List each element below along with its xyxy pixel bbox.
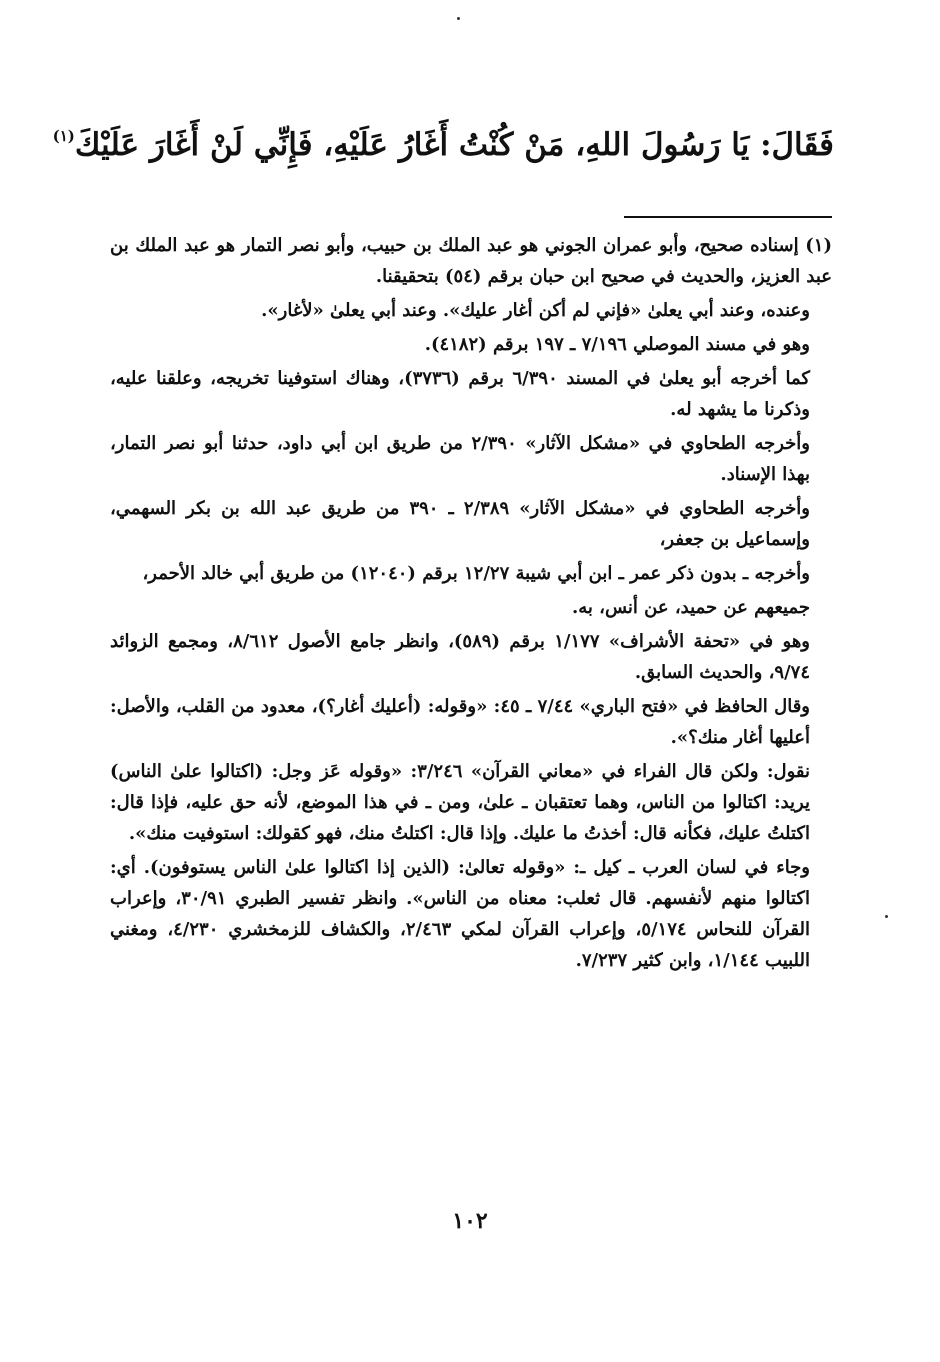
footnote-paragraph: وهو في «تحفة الأشراف» ١/١٧٧ برقم (٥٨٩)، وانظر جامع الأصول ٨/٦١٢، ومجمع الزوائد ٩/٧٤، والحديث السابق. xyxy=(110,631,810,683)
footnote-paragraph: (١) إسناده صحيح، وأبو عمران الجوني هو عبد الملك بن حبيب، وأبو نصر التمار هو عبد الملك بن عبد العزيز، والحديث في صحيح ابن حبان برقم (٥٤) بتحقيقنا. xyxy=(110,235,832,287)
footnote-paragraph: وهو في مسند الموصلي ٧/١٩٦ ـ ١٩٧ برقم (٤١٨٢). xyxy=(424,334,810,355)
scan-speck xyxy=(457,17,460,20)
footnote-paragraph: وأخرجه الطحاوي في «مشكل الآثار» ٢/٣٩٠ من طريق ابن أبي داود، حدثنا أبو نصر التمار، بهذا الإسناد. xyxy=(110,433,810,485)
page-number: ١٠٢ xyxy=(452,1208,488,1234)
footnote-paragraph: وعنده، وعند أبي يعلىٰ «فإني لم أكن أغار عليك». وعند أبي يعلىٰ «لأغار». xyxy=(261,300,810,321)
footnote-reference: (١) xyxy=(52,127,75,145)
footnote-paragraph: وأخرجه الطحاوي في «مشكل الآثار» ٢/٣٨٩ ـ ٣٩٠ من طريق عبد الله بن بكر السهمي، وإسماعيل بن جعفر، xyxy=(110,498,810,550)
main-text-line xyxy=(52,108,834,173)
footnotes xyxy=(110,230,832,979)
footnote-paragraph: كما أخرجه أبو يعلىٰ في المسند ٦/٣٩٠ برقم (٣٧٣٦)، وهناك استوفينا تخريجه، وعلقنا عليه، وذكرنا ما يشهد له. xyxy=(110,368,810,420)
footnote-paragraph: وجاء في لسان العرب ـ كيل ـ: «وقوله تعالىٰ: (الذين إذا اكتالوا علىٰ الناس يستوفون). أي: اكتالوا منهم لأنفسهم. قال ثعلب: معناه من الناس». وانظر تفسير الطبري ٣٠/٩١، وإعراب القرآن للنحاس ٥/١٧٤، وإعراب القرآن لمكي ٢/٤٦٣، والكشاف للزمخشري ٤/٢٣٠، ومغني اللبيب ١/١٤٤، وابن كثير ٧/٢٣٧. xyxy=(110,857,811,971)
scan-speck xyxy=(885,915,888,918)
main-text: فَقَالَ: يَا رَسُولَ اللهِ، مَنْ كُنْتُ أَغَارُ عَلَيْهِ، فَإِنِّي لَنْ أَغَارَ عَلَيْكَ xyxy=(74,127,834,163)
footnote-paragraph: نقول: ولكن قال الفراء في «معاني القرآن» ٣/٢٤٦: «وقوله عَز وجل: (اكتالوا علىٰ الناس) يريد: اكتالوا من الناس، وهما تعتقبان ـ علىٰ، ومن ـ في هذا الموضع، لأنه حق عليه، فإذا قال: اكتلتُ عليك، فكأنه قال: أخذتُ ما عليك. وإذا قال: اكتلتُ منك، فهو كقولك: استوفيت منك». xyxy=(110,761,810,844)
footnote-paragraph: جميعهم عن حميد، عن أنس، به. xyxy=(571,597,810,618)
footnote-paragraph: وقال الحافظ في «فتح الباري» ٧/٤٤ ـ ٤٥: «وقوله: (أعليك أغار؟)، معدود من القلب، والأصل: أعليها أغار منك؟». xyxy=(110,696,811,748)
footnote-separator xyxy=(624,216,832,218)
footnote-paragraph: وأخرجه ـ بدون ذكر عمر ـ ابن أبي شيبة ١٢/٢٧ برقم (١٢٠٤٠) من طريق أبي خالد الأحمر، xyxy=(142,563,810,584)
